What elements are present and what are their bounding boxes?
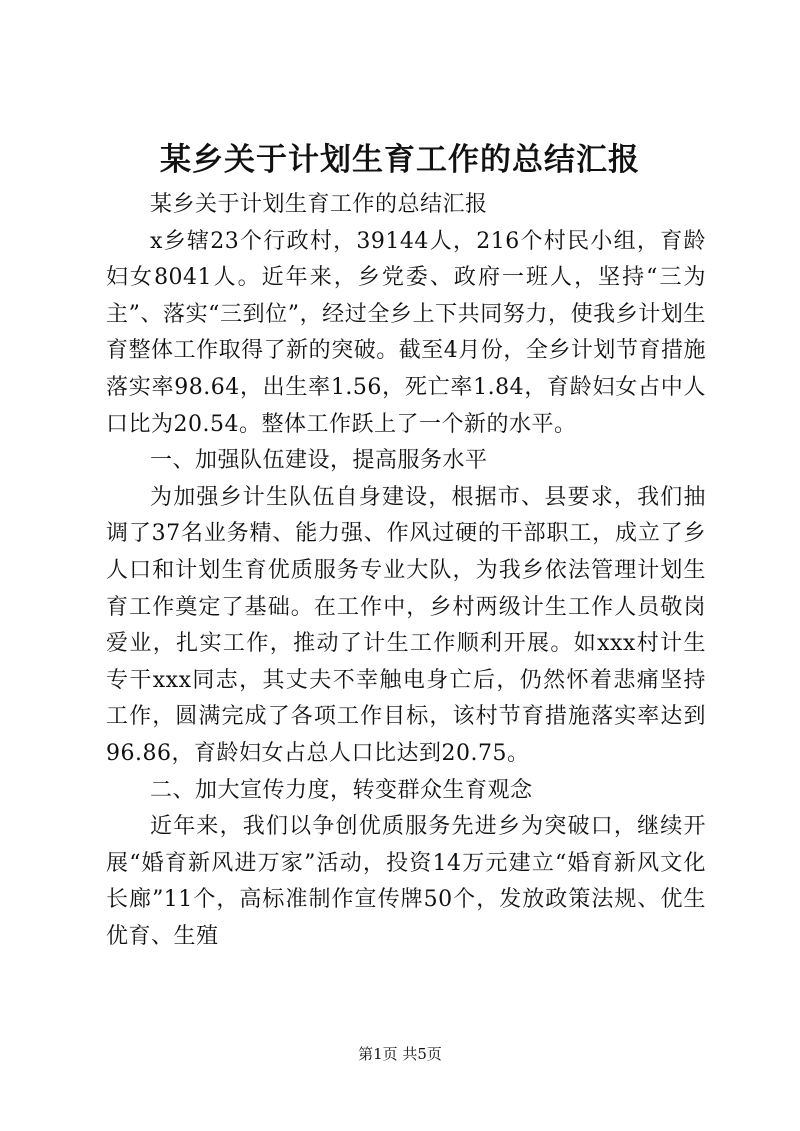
section-heading-1: 一、加强队伍建设，提高服务水平 [150,448,488,474]
section-heading-2: 二、加大宣传力度，转变群众生育观念 [150,777,533,803]
paragraph-subtitle: 某乡关于计划生育工作的总结汇报 [150,192,488,217]
document-body [106,187,706,955]
document-title: 某乡关于计划生育工作的总结汇报 [160,142,640,178]
page-footer: 第1页 共5页 [358,1045,442,1063]
paragraph-overview: x乡辖23个行政村，39144人，216个村民小组，育龄妇女8041人。近年来，乡党委、政府一班人，坚持“三为主”、落实“三到位”，经过全乡上下共同努力，使我乡计划生育整体工作取得了新的突破。截至4月份，全乡计划节育措施落实率98.64，出生率1.56，死亡率1.84，育龄妇女占中人口比为20.54。整体工作跃上了一个新的水平。 [106,228,706,437]
paragraph-section-2: 近年来，我们以争创优质服务先进乡为突破口，继续开展“婚育新风进万家”活动，投资14万元建立“婚育新风文化长廊”11个，高标准制作宣传牌50个，发放政策法规、优生优育、生殖 [106,814,706,949]
paragraph-section-1: 为加强乡计生队伍自身建设，根据市、县要求，我们抽调了37名业务精、能力强、作风过硬的干部职工，成立了乡人口和计划生育优质服务专业大队，为我乡依法管理计划生育工作奠定了基础。在工作中，乡村两级计生工作人员敬岗爱业，扎实工作，推动了计生工作顺利开展。如xxx村计生专干xxx同志，其丈夫不幸触电身亡后，仍然怀着悲痛坚持工作，圆满完成了各项工作目标，该村节育措施落实率达到96.86，育龄妇女占总人口比达到20.75。 [106,484,706,766]
